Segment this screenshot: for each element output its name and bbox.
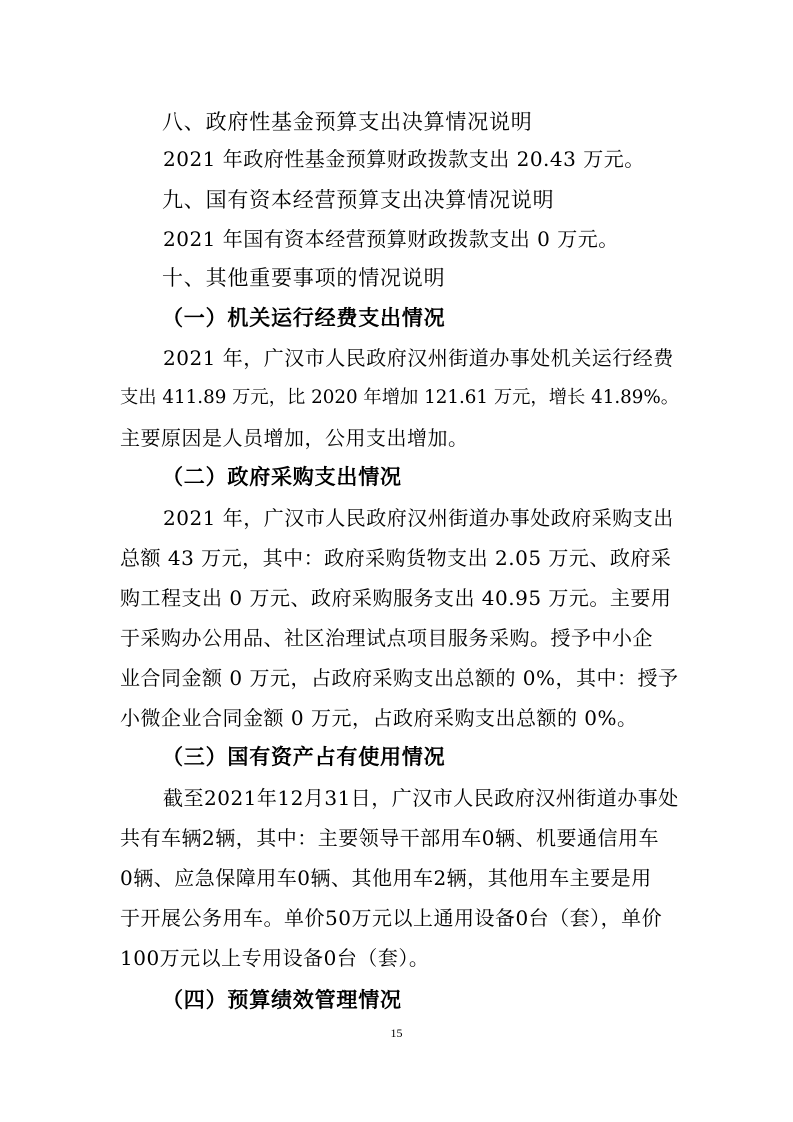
page-number: 15 [390, 1026, 403, 1040]
section-8-heading: 八、政府性基金预算支出决算情况说明 [162, 110, 533, 134]
subsection-3-line: 100万元以上专用设备0台（套）。 [120, 946, 430, 970]
subsection-2-line: 2021 年，广汉市人民政府汉州街道办事处政府采购支出 [163, 506, 674, 530]
subsection-2-line: 于采购办公用品、社区治理试点项目服务采购。授予中小企 [120, 626, 653, 650]
subsection-1-line: 2021 年，广汉市人民政府汉州街道办事处机关运行经费 [163, 346, 674, 370]
section-10-heading: 十、其他重要事项的情况说明 [162, 266, 446, 290]
subsection-2-heading: （二）政府采购支出情况 [162, 465, 402, 489]
subsection-3-heading: （三）国有资产占有使用情况 [162, 745, 446, 769]
section-9-body: 2021 年国有资本经营预算财政拨款支出 0 万元。 [163, 227, 619, 251]
subsection-2-line: 小微企业合同金额 0 万元，占政府采购支出总额的 0%。 [120, 706, 638, 730]
subsection-3-line: 0辆、应急保障用车0辆、其他用车2辆，其他用车主要是用 [120, 866, 652, 890]
subsection-1-heading: （一）机关运行经费支出情况 [162, 306, 446, 330]
subsection-2-line: 总额 43 万元，其中：政府采购货物支出 2.05 万元、政府采 [120, 546, 672, 570]
subsection-1-line: 主要原因是人员增加，公用支出增加。 [120, 426, 469, 450]
subsection-3-line: 于开展公务用车。单价50万元以上通用设备0台（套），单价 [120, 906, 663, 930]
subsection-3-line: 共有车辆2辆，其中：主要领导干部用车0辆、机要通信用车 [120, 826, 659, 850]
subsection-2-line: 业合同金额 0 万元，占政府采购支出总额的 0%，其中：授予 [120, 666, 679, 690]
section-8-body: 2021 年政府性基金预算财政拨款支出 20.43 万元。 [163, 147, 645, 171]
subsection-3-line: 截至2021年12月31日，广汉市人民政府汉州街道办事处 [163, 786, 679, 810]
subsection-4-heading: （四）预算绩效管理情况 [162, 988, 402, 1012]
subsection-2-line: 购工程支出 0 万元、政府采购服务支出 40.95 万元。主要用 [120, 586, 672, 610]
section-9-heading: 九、国有资本经营预算支出决算情况说明 [162, 188, 555, 212]
subsection-1-line: 支出 411.89 万元，比 2020 年增加 121.61 万元，增长 41.89%。 [120, 387, 680, 408]
